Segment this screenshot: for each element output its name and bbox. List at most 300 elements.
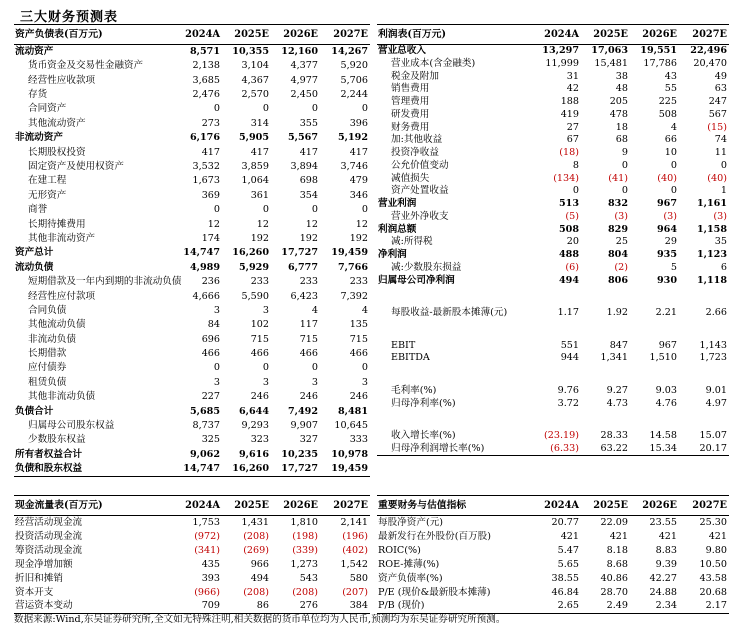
table-row — [377, 83, 729, 96]
row-value: 0 — [621, 185, 628, 197]
row-value: 1.17 — [557, 307, 579, 319]
row-value: 14,267 — [331, 46, 368, 58]
row-label: 营业成本(含金融类) — [391, 57, 476, 69]
row-label — [377, 319, 528, 339]
table-row — [377, 70, 729, 83]
row-label: 公允价值变动 — [391, 159, 449, 171]
row-value: 417 — [349, 146, 368, 158]
header-row — [14, 496, 370, 516]
row-value: 27 — [566, 121, 579, 133]
row-value: 417 — [201, 146, 220, 158]
row-label: 长期待摊费用 — [28, 218, 86, 230]
table-row — [377, 45, 729, 58]
row-value: (6.33) — [528, 442, 581, 455]
row-value: 236 — [201, 276, 220, 288]
row-value — [581, 410, 630, 430]
table-row — [377, 384, 729, 397]
row-value: (23.19) — [544, 430, 579, 442]
row-value: 55 — [664, 83, 677, 95]
row-value: 944 — [560, 352, 579, 364]
row-value: 15,481 — [594, 57, 628, 69]
row-value: (196) — [342, 530, 368, 542]
row-value: 543 — [299, 572, 318, 584]
row-value: 63 — [714, 83, 727, 95]
row-value: 86 — [222, 600, 271, 614]
row-label: 其他流动资产 — [28, 117, 86, 129]
header-year: 2025E — [581, 496, 630, 516]
row-value: 18 — [615, 121, 628, 133]
table-row — [377, 236, 729, 249]
row-value: (18) — [559, 147, 579, 159]
row-value: 22,496 — [690, 45, 727, 57]
row-value: 513 — [558, 198, 579, 210]
row-value: 421 — [609, 530, 628, 542]
row-value: 49 — [714, 70, 727, 82]
row-value: (6) — [565, 261, 579, 273]
row-value: 5,192 — [337, 132, 368, 144]
row-value: 14,747 — [172, 462, 222, 476]
header-label: 现金流量表(百万元) — [14, 496, 172, 516]
header-year: 2024A — [528, 25, 581, 45]
row-label: 归母净利率(%) — [391, 397, 456, 409]
row-value: 8,737 — [192, 420, 220, 432]
table-row — [14, 203, 370, 217]
row-label: 收入增长率(%) — [391, 430, 456, 442]
row-value: 5,929 — [238, 261, 269, 273]
row-label: 投资活动现金流 — [15, 530, 83, 542]
row-label: 税金及附加 — [391, 70, 439, 82]
row-value — [581, 319, 630, 339]
table-row — [14, 289, 370, 303]
row-value: 3.72 — [557, 397, 579, 409]
header-year: 2027E — [679, 496, 729, 516]
row-label: 非流动负债 — [28, 333, 76, 345]
row-value: 417 — [250, 146, 269, 158]
row-value: 66 — [664, 134, 677, 146]
table-row — [377, 516, 729, 530]
row-value: 967 — [658, 339, 677, 351]
row-value: 5,685 — [189, 405, 220, 417]
row-label: ROE-摊薄(%) — [378, 558, 440, 570]
row-label: 经营性应收款项 — [28, 74, 96, 86]
row-value: 0 — [670, 185, 677, 197]
row-value: 10 — [664, 147, 677, 159]
row-value: 5.47 — [557, 544, 579, 556]
table-row — [14, 88, 370, 102]
income_statement-grid — [377, 24, 729, 456]
row-value: 494 — [250, 572, 269, 584]
row-value: (208) — [292, 586, 318, 598]
row-label: 经营活动现金流 — [15, 516, 83, 528]
row-label: 商誉 — [28, 204, 48, 216]
row-value: 4.73 — [606, 397, 628, 409]
row-value: 0 — [262, 362, 269, 374]
table-row — [377, 147, 729, 160]
row-value: 13,297 — [542, 45, 579, 57]
row-value: 247 — [708, 96, 727, 108]
table-row — [14, 145, 370, 159]
row-label: 合同资产 — [28, 103, 67, 115]
row-value: 192 — [250, 232, 269, 244]
row-label: 加:其他收益 — [391, 134, 443, 146]
row-value: 12,160 — [281, 46, 318, 58]
table-row — [14, 116, 370, 130]
table-row — [377, 287, 729, 307]
row-value — [528, 287, 581, 307]
row-value: 4,977 — [290, 74, 318, 86]
row-value: 7,392 — [340, 290, 368, 302]
row-value: 74 — [714, 134, 727, 146]
row-value: 1,810 — [290, 516, 318, 528]
row-value: (41) — [608, 172, 628, 184]
table-row — [377, 572, 729, 586]
row-label: 毛利率(%) — [391, 384, 437, 396]
row-value — [581, 365, 630, 385]
header-year: 2025E — [581, 25, 630, 45]
table-row — [377, 397, 729, 410]
row-value: 19,459 — [331, 247, 368, 259]
row-value: 478 — [609, 108, 628, 120]
row-value: 9.03 — [655, 384, 677, 396]
header-label: 利润表(百万元) — [377, 25, 528, 45]
table-row — [377, 339, 729, 352]
row-value: 42.27 — [649, 572, 677, 584]
row-value: 10,978 — [331, 448, 368, 460]
row-value: 10,645 — [334, 420, 368, 432]
row-value: 67 — [566, 134, 579, 146]
row-value: 9,616 — [238, 448, 269, 460]
row-value: 6,644 — [238, 405, 269, 417]
row-value: 22.09 — [600, 516, 628, 528]
row-value: 6,423 — [290, 290, 318, 302]
row-value: 967 — [656, 198, 677, 210]
row-value: 466 — [201, 348, 220, 360]
row-value: 192 — [349, 232, 368, 244]
row-value: 6,777 — [287, 261, 318, 273]
row-label: 减值损失 — [391, 172, 430, 184]
row-value: 832 — [607, 198, 628, 210]
row-value: 5,590 — [241, 290, 269, 302]
row-label: 资产处置收益 — [391, 185, 449, 197]
row-value: 9 — [621, 147, 628, 159]
row-label: 租赁负债 — [28, 376, 67, 388]
header-year: 2026E — [630, 496, 679, 516]
row-value: 421 — [560, 530, 579, 542]
row-value — [630, 410, 679, 430]
row-value: 3 — [213, 304, 220, 316]
row-value: 0 — [213, 103, 220, 115]
row-label: 管理费用 — [391, 96, 430, 108]
row-value: (15) — [707, 121, 727, 133]
row-value: 20 — [566, 236, 579, 248]
row-value: 192 — [299, 232, 318, 244]
balance_sheet-grid — [14, 24, 370, 477]
row-value: (972) — [194, 530, 220, 542]
row-value: 2.66 — [705, 307, 727, 319]
row-label: 非流动资产 — [15, 132, 63, 144]
row-value: 0 — [572, 185, 579, 197]
row-value: 466 — [349, 348, 368, 360]
table-row — [377, 210, 729, 223]
cash-flow-table — [14, 495, 370, 614]
row-value: 225 — [658, 96, 677, 108]
row-value: 24.88 — [649, 586, 677, 598]
row-label: 筹资活动现金流 — [15, 544, 83, 556]
header-year: 2027E — [320, 25, 370, 45]
table-row — [377, 223, 729, 236]
row-value: 4,666 — [192, 290, 220, 302]
row-value: 20.68 — [699, 586, 727, 598]
row-value — [630, 365, 679, 385]
row-value: 494 — [558, 274, 579, 286]
table-row — [377, 96, 729, 109]
row-value: 421 — [708, 530, 727, 542]
row-value: 3,685 — [192, 74, 220, 86]
table-row — [14, 419, 370, 433]
row-value: 1,123 — [696, 249, 727, 261]
row-label: 长期借款 — [28, 348, 67, 360]
row-value: 417 — [299, 146, 318, 158]
row-value: 5.65 — [557, 558, 579, 570]
row-value: 46.84 — [551, 586, 579, 598]
row-value: 419 — [560, 108, 579, 120]
row-value: 31 — [566, 70, 579, 82]
row-label: 少数股东权益 — [28, 434, 86, 446]
row-value: 4,989 — [189, 261, 220, 273]
row-value: 361 — [250, 189, 269, 201]
row-label: 减:少数股东损益 — [391, 261, 462, 273]
table-row — [14, 73, 370, 87]
valuation-grid — [377, 495, 729, 614]
row-label: 销售费用 — [391, 83, 430, 95]
row-value: (40) — [707, 172, 727, 184]
row-value: 0 — [621, 159, 628, 171]
row-value: 11,999 — [545, 57, 579, 69]
row-value: 68 — [615, 134, 628, 146]
table-row — [14, 102, 370, 116]
row-value — [679, 319, 729, 339]
row-label: 所有者权益合计 — [15, 448, 83, 460]
row-value: 9.76 — [557, 384, 579, 396]
row-value: 488 — [558, 249, 579, 261]
row-label: 应付债券 — [28, 362, 67, 374]
table-row — [377, 430, 729, 443]
row-label: 资产总计 — [15, 247, 54, 259]
row-value: 16,260 — [222, 462, 271, 476]
row-value: 17,786 — [643, 57, 677, 69]
row-value: 5,567 — [287, 132, 318, 144]
row-value: 323 — [250, 434, 269, 446]
row-value: 14.58 — [649, 430, 677, 442]
row-value: 0 — [262, 204, 269, 216]
table-row — [14, 246, 370, 260]
row-value: 580 — [349, 572, 368, 584]
row-value: 1 — [720, 185, 727, 197]
header-year: 2026E — [630, 25, 679, 45]
row-label: 每股收益-最新股本摊薄(元) — [391, 307, 508, 319]
table-row — [14, 160, 370, 174]
row-value: 396 — [349, 117, 368, 129]
row-label: 货币资金及交易性金融资产 — [28, 60, 144, 72]
row-label: ROIC(%) — [378, 544, 421, 556]
row-value: 20,470 — [693, 57, 727, 69]
row-value: 4,377 — [290, 60, 318, 72]
row-value: 19,551 — [640, 45, 677, 57]
table-row — [377, 530, 729, 544]
row-value: (40) — [657, 172, 677, 184]
row-value: 1,064 — [241, 175, 269, 187]
row-label: 资本开支 — [15, 586, 54, 598]
table-row — [377, 410, 729, 430]
row-value: 43.58 — [699, 572, 727, 584]
row-label: 营业利润 — [378, 198, 417, 210]
row-value: 10,355 — [232, 46, 269, 58]
header-row — [14, 25, 370, 45]
row-value: 0 — [361, 204, 368, 216]
row-value: 20.77 — [551, 516, 579, 528]
row-label: 营业外净收支 — [391, 210, 449, 222]
row-label: 归属母公司净利润 — [378, 274, 455, 286]
row-label: 流动负债 — [15, 261, 54, 273]
table-row — [14, 188, 370, 202]
row-value: (198) — [292, 530, 318, 542]
row-value: (966) — [194, 586, 220, 598]
row-label: 归属母公司股东权益 — [28, 420, 115, 432]
row-label: 其他流动负债 — [28, 319, 86, 331]
row-value: 3 — [262, 376, 269, 388]
row-value: 314 — [250, 117, 269, 129]
row-value: 14,747 — [183, 247, 220, 259]
table-row — [377, 352, 729, 365]
row-value: 16,260 — [232, 247, 269, 259]
row-value: 393 — [201, 572, 220, 584]
row-value: (3) — [614, 210, 628, 222]
row-value: 0 — [213, 204, 220, 216]
row-value: 466 — [250, 348, 269, 360]
row-value: 4 — [311, 304, 318, 316]
row-label: 营运资本变动 — [14, 600, 172, 614]
table-row — [14, 275, 370, 289]
row-value: 0 — [720, 159, 727, 171]
row-value: 9.39 — [655, 558, 677, 570]
row-value: 17,727 — [271, 462, 320, 476]
row-value: 804 — [607, 249, 628, 261]
row-value: 466 — [299, 348, 318, 360]
row-value: 5,920 — [340, 60, 368, 72]
row-value: (207) — [342, 586, 368, 598]
header-label: 资产负债表(百万元) — [14, 25, 172, 45]
row-value: 325 — [201, 434, 220, 446]
row-value: 276 — [271, 600, 320, 614]
row-value: 1,542 — [340, 558, 368, 570]
row-label: 研发费用 — [391, 108, 430, 120]
row-value: 698 — [299, 175, 318, 187]
row-value: 20.17 — [679, 442, 729, 455]
row-value: 5,706 — [340, 74, 368, 86]
row-value: 1.92 — [606, 307, 628, 319]
row-value: 273 — [201, 117, 220, 129]
row-value: 19,459 — [320, 462, 370, 476]
table-row — [377, 185, 729, 198]
row-value: 9.80 — [705, 544, 727, 556]
row-value: 2.17 — [679, 600, 729, 614]
row-value: 806 — [607, 274, 628, 286]
row-value: 17,063 — [591, 45, 628, 57]
row-value: 17,727 — [281, 247, 318, 259]
table-row — [14, 586, 370, 600]
row-value: 3 — [311, 376, 318, 388]
row-value: (269) — [243, 544, 269, 556]
row-value: (3) — [713, 210, 727, 222]
row-label — [377, 287, 528, 307]
row-value — [679, 287, 729, 307]
row-value: 935 — [656, 249, 677, 261]
row-value: 9,062 — [189, 448, 220, 460]
row-value: 966 — [250, 558, 269, 570]
row-value: (5) — [565, 210, 579, 222]
row-value: 7,766 — [337, 261, 368, 273]
table-row — [14, 361, 370, 375]
row-value: 715 — [349, 333, 368, 345]
row-label: 每股净资产(元) — [378, 516, 444, 528]
row-label: 归母净利润增长率(%) — [377, 442, 528, 455]
row-value: 3 — [262, 304, 269, 316]
row-value: 829 — [607, 223, 628, 235]
table-row — [377, 57, 729, 70]
row-value: 12 — [305, 218, 318, 230]
row-value: 7,492 — [287, 405, 318, 417]
table-row — [377, 558, 729, 572]
row-value: 964 — [656, 223, 677, 235]
row-label: 流动资产 — [15, 46, 54, 58]
row-value: 1,431 — [241, 516, 269, 528]
row-value — [679, 410, 729, 430]
row-value: 11 — [714, 147, 727, 159]
table-row — [377, 108, 729, 121]
row-label: 净利润 — [378, 249, 407, 261]
row-value — [581, 287, 630, 307]
row-value: 188 — [560, 96, 579, 108]
row-label: 最新发行在外股份(百万股) — [378, 530, 492, 542]
row-label: EBIT — [391, 339, 416, 351]
row-label: 负债合计 — [15, 405, 54, 417]
row-value: 29 — [664, 236, 677, 248]
row-value: (339) — [292, 544, 318, 556]
row-value: 43 — [664, 70, 677, 82]
row-value: 0 — [262, 103, 269, 115]
row-value: 38.55 — [551, 572, 579, 584]
row-value: 0 — [361, 362, 368, 374]
row-value: 5 — [670, 261, 677, 273]
row-label — [377, 410, 528, 430]
table-row — [377, 134, 729, 147]
row-value — [528, 319, 581, 339]
row-value: 42 — [566, 83, 579, 95]
table-row — [377, 442, 729, 455]
header-label: 重要财务与估值指标 — [377, 496, 528, 516]
table-row — [14, 232, 370, 246]
row-value: 246 — [250, 391, 269, 403]
row-value: 12 — [355, 218, 368, 230]
header-year: 2026E — [271, 25, 320, 45]
table-row — [14, 558, 370, 572]
row-value — [679, 365, 729, 385]
row-value: 2.65 — [528, 600, 581, 614]
table-row — [14, 433, 370, 447]
row-value: 0 — [361, 103, 368, 115]
table-row — [14, 59, 370, 73]
row-value: 4,367 — [241, 74, 269, 86]
